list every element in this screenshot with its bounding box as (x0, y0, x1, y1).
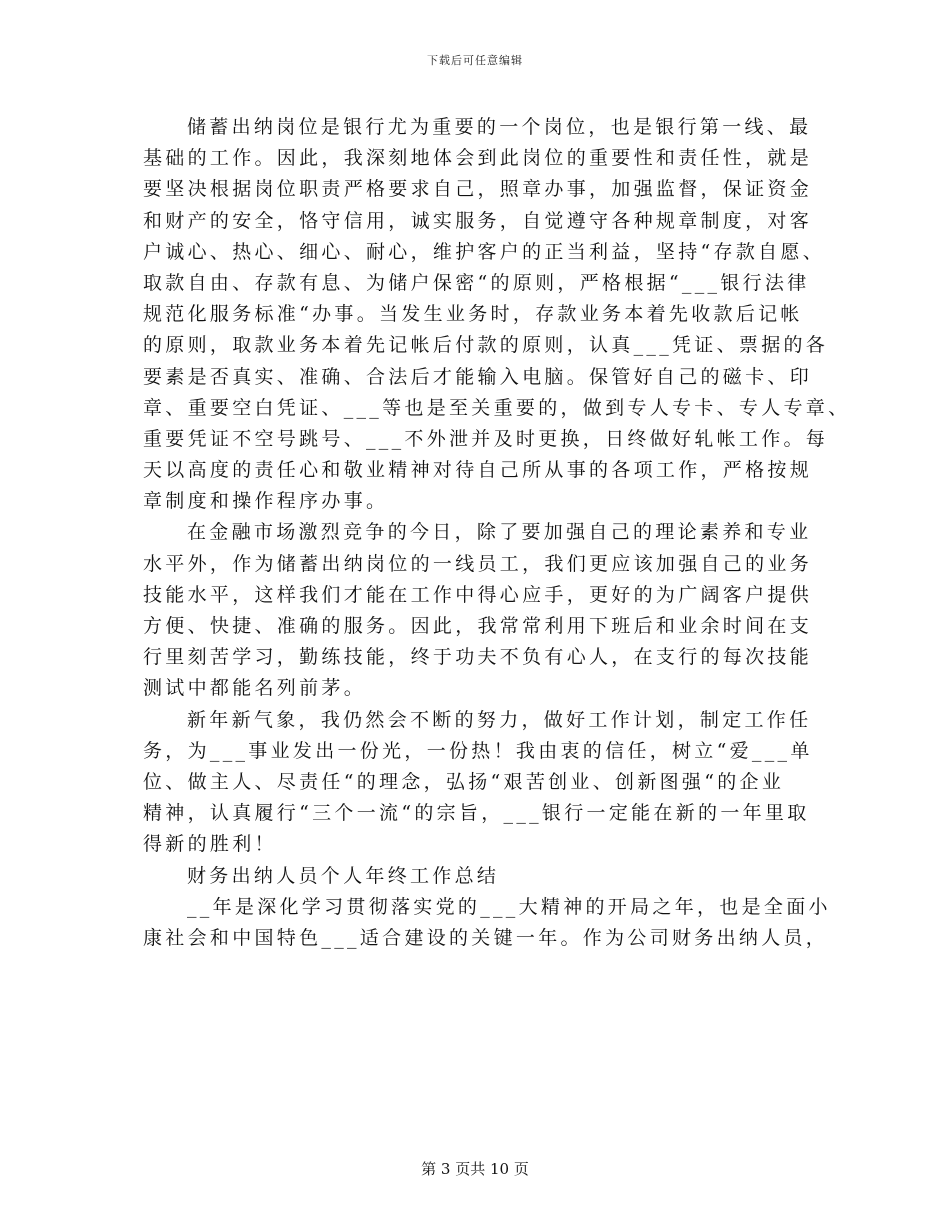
text-line: 规范化服务标准“办事。当发生业务时，存款业务本着先收款后记帐 (143, 303, 803, 326)
text-line: 要素是否真实、准确、合法后才能输入电脑。保管好自己的磁卡、印 (143, 365, 813, 388)
text-line: 章制度和操作程序办事。 (143, 490, 389, 513)
text-line: 测试中都能名列前茅。 (143, 677, 367, 700)
heading-line: 财务出纳人员个人年终工作总结 (187, 864, 500, 887)
paragraph (143, 892, 831, 954)
text-line: 位、做主人、尽责任“的理念，弘扬“艰苦创业、创新图强“的企业 (143, 770, 785, 793)
text-line: 康社会和中国特色___适合建设的关键一年。作为公司财务出纳人员， (143, 926, 829, 949)
text-line: 新年新气象，我仍然会不断的努力，做好工作计划，制定工作任 (187, 708, 812, 731)
text-line: 户诚心、热心、细心、耐心，维护客户的正当利益，坚持“存款自愿、 (143, 240, 826, 263)
text-line: 在金融市场激烈竞争的今日，除了要加强自己的理论素养和专业 (187, 521, 812, 544)
text-line: 储蓄出纳岗位是银行尤为重要的一个岗位，也是银行第一线、最 (187, 116, 812, 138)
document-body (143, 112, 851, 954)
text-line: 技能水平，这样我们才能在工作中得心应手，更好的为广阔客户提供 (143, 583, 813, 606)
text-line: 天以高度的责任心和敬业精神对待自己所从事的各项工作，严格按规 (143, 459, 813, 482)
text-line: 重要凭证不空号跳号、___不外泄并及时更换，日终做好轧帐工作。每 (143, 427, 829, 450)
text-line: 行里刻苦学习，勤练技能，终于功夫不负有心人，在支行的每次技能 (143, 646, 813, 669)
paragraph (143, 517, 823, 704)
text-line: __年是深化学习贯彻落实党的___大精神的开局之年，也是全面小 (187, 895, 831, 918)
text-line: 方便、快捷、准确的服务。因此，我常常利用下班后和业余时间在支 (143, 615, 813, 637)
paragraph (143, 112, 851, 517)
text-line: 取款自由、存款有息、为储户保密“的原则，严格根据“___银行法律 (143, 271, 810, 294)
text-line: 和财产的安全，恪守信用，诚实服务，自觉遵守各种规章制度，对客 (143, 209, 813, 232)
text-line: 基础的工作。因此，我深刻地体会到此岗位的重要性和责任性，就是 (143, 147, 813, 170)
text-line: 要坚决根据岗位职责严格要求自己，照章办事，加强监督，保证资金 (143, 178, 813, 201)
text-line: 章、重要空白凭证、___等也是至关重要的，做到专人专卡、专人专章、 (143, 396, 851, 419)
text-line: 得新的胜利！ (143, 833, 277, 856)
text-line: 精神，认真履行“三个一流“的宗旨，___银行一定能在新的一年里取 (143, 802, 810, 825)
page-footer: 第 3 页共 10 页 (421, 1160, 529, 1178)
text-line: 务，为___事业发出一份光，一份热！我由衷的信任，树立“爱___单 (143, 739, 813, 762)
text-line: 水平外，作为储蓄出纳岗位的一线员工，我们更应该加强自己的业务 (143, 552, 813, 575)
paragraph (143, 705, 823, 861)
text-line: 的原则，取款业务本着先记帐后付款的原则，认真___凭证、票据的各 (143, 334, 829, 357)
page-header: 下载后可任意编辑 (427, 54, 523, 67)
section-heading (143, 861, 823, 892)
